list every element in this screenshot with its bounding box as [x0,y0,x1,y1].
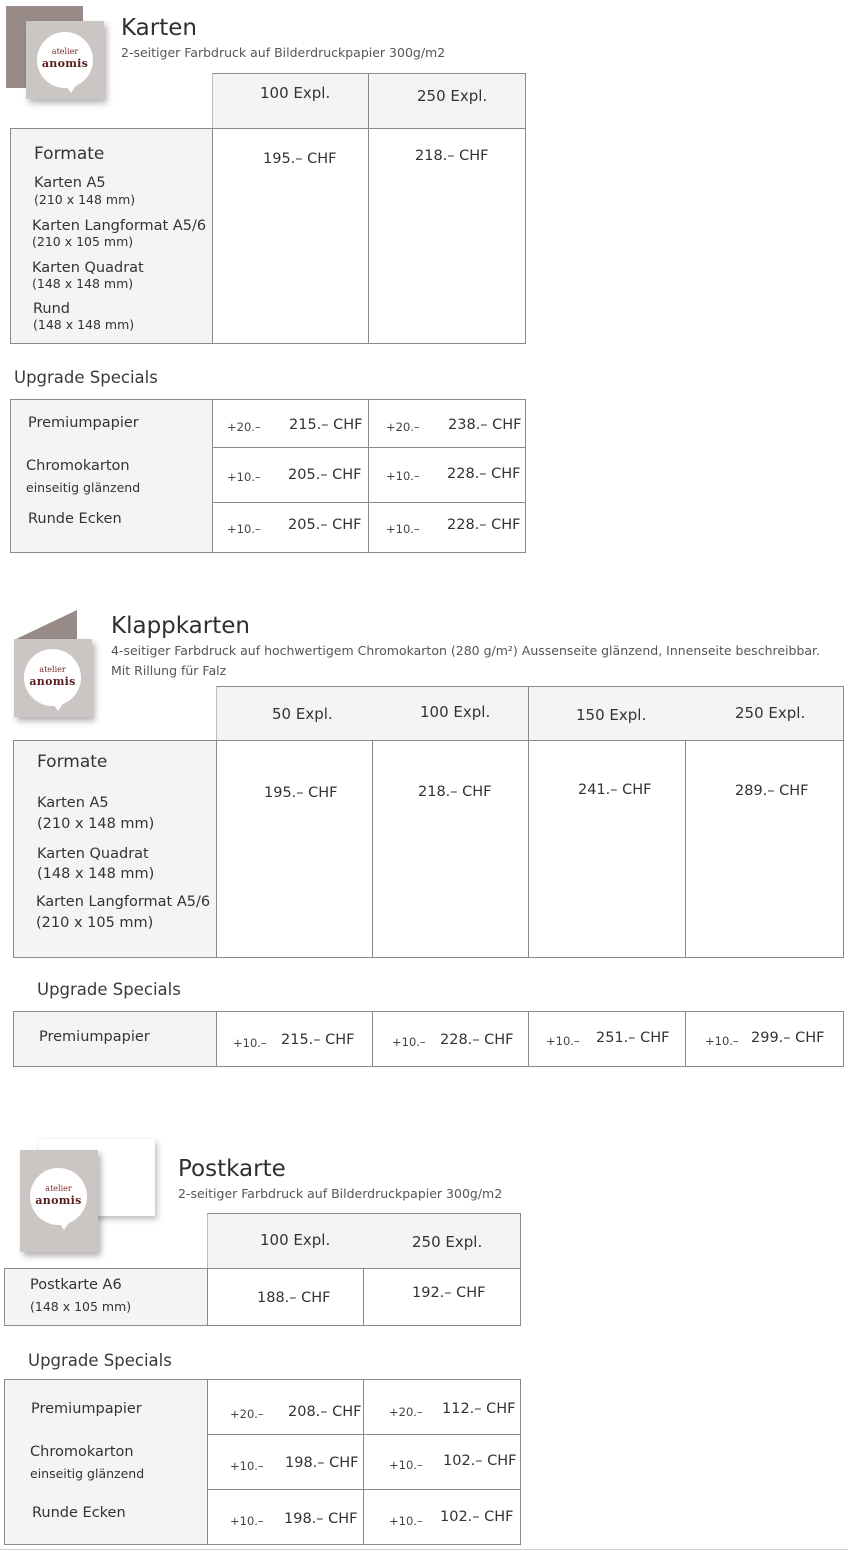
upgrade-price: 228.– CHF [440,1032,514,1048]
upgrade-name: Chromokarton [26,458,130,474]
col-header-label: 250 Expl. [412,1233,483,1251]
upgrade-name: Premiumpapier [39,1029,150,1045]
postkarte-upgrade-cell [207,1379,364,1435]
upgrade-price: 299.– CHF [751,1030,825,1046]
upgrade-price: 112.– CHF [442,1401,516,1417]
formats-heading: Formate [34,144,105,164]
upgrade-add: +20.– [386,420,420,434]
price: 195.– CHF [263,151,337,167]
col-header-label: 100 Expl. [260,84,331,102]
logo-card [14,639,92,717]
upgrade-name: Premiumpapier [28,415,139,431]
upgrade-price: 238.– CHF [448,417,522,433]
upgrade-add: +10.– [389,1458,423,1472]
upgrade-price: 198.– CHF [284,1511,358,1527]
format-size: (148 x 148 mm) [32,276,134,291]
postkarte-upgrade-cell [363,1379,521,1435]
upgrade-price: 228.– CHF [447,466,521,482]
postkarte-col-header-1 [207,1213,364,1269]
klappkarten-upgrade-cell [685,1011,844,1067]
karten-subtitle: 2-seitiger Farbdruck auf Bilderdruckpapier 300g/m2 [121,45,446,60]
upgrade-add: +10.– [705,1034,739,1048]
format-name: Karten Langformat A5/6 [36,894,211,910]
postkarte-upgrade-cell [363,1434,521,1490]
format-name: Rund [33,301,71,317]
karten-upgrade-cell [369,502,526,553]
postkarte-upgrade-row-premium [4,1379,208,1435]
karten-upgrade-row-chromo [10,447,213,503]
upgrade-name: Runde Ecken [32,1505,126,1521]
klappkarten-price-cell-2 [372,740,529,958]
logo-bubble [30,1168,87,1225]
karten-upgrade-cell [212,502,369,553]
karten-upgrade-label: Upgrade Specials [14,368,158,387]
logo-text-anomis: anomis [35,1194,82,1207]
format-size: (210 x 148 mm) [34,192,136,207]
karten-col-header-2 [369,73,526,129]
postkarte-upgrade-label: Upgrade Specials [28,1351,172,1370]
postkarte-price-cell-1 [207,1268,364,1326]
klappkarten-upgrade-label: Upgrade Specials [37,980,181,999]
format-size: (210 x 148 mm) [37,816,155,832]
logo-bubble-tail [52,702,64,711]
col-header-label: 150 Expl. [576,706,647,724]
klappkarten-upgrade-cell [372,1011,529,1067]
price: 289.– CHF [735,783,809,799]
upgrade-add: +10.– [227,522,261,536]
logo-bubble-tail [65,84,77,93]
col-header-label: 50 Expl. [272,705,333,723]
klappkarten-col-header-3 [529,686,686,741]
format-name: Karten A5 [37,795,109,811]
price: 188.– CHF [257,1290,331,1306]
upgrade-price: 228.– CHF [447,517,521,533]
col-header-label: 250 Expl. [735,704,806,722]
bottom-rule [0,1549,848,1550]
klappkarten-col-header-1 [216,686,373,741]
upgrade-sub: einseitig glänzend [30,1466,145,1481]
upgrade-add: +10.– [227,470,261,484]
upgrade-price: 215.– CHF [281,1032,355,1048]
col-header-label: 250 Expl. [417,87,488,105]
upgrade-price: 198.– CHF [285,1455,359,1471]
logo-bubble-tail [58,1221,70,1230]
upgrade-add: +10.– [546,1034,580,1048]
upgrade-add: +20.– [227,420,261,434]
price: 192.– CHF [412,1285,486,1301]
format-size: (148 x 105 mm) [30,1299,132,1314]
upgrade-add: +10.– [230,1459,264,1473]
format-name: Karten Langformat A5/6 [32,218,207,234]
postkarte-title: Postkarte [178,1156,286,1182]
upgrade-add: +20.– [230,1407,264,1421]
postkarte-price-cell-2 [363,1268,521,1326]
price: 241.– CHF [578,782,652,798]
klappkarten-upgrade-cell [216,1011,373,1067]
format-name: Karten Quadrat [37,846,149,862]
upgrade-add: +10.– [386,522,420,536]
logo-text-atelier: atelier [51,47,79,56]
karten-col-header-1 [212,73,369,129]
logo-text-anomis: anomis [29,675,76,688]
logo-bubble [37,32,93,88]
klappkarten-upgrade-cell [529,1011,686,1067]
format-size: (210 x 105 mm) [32,234,134,249]
logo-bubble [24,649,81,706]
format-name: Karten Quadrat [32,260,144,276]
klappkarten-col-header-2 [372,686,529,741]
upgrade-add: +10.– [389,1514,423,1528]
logo-text-atelier: atelier [45,1184,72,1193]
klappkarten-upgrade-row-premium [13,1011,217,1067]
upgrade-price: 251.– CHF [596,1030,670,1046]
upgrade-name: Runde Ecken [28,511,122,527]
formats-heading: Formate [37,752,108,772]
format-name: Karten A5 [34,175,106,191]
klappkarten-price-cell-1 [216,740,373,958]
klappkarten-subtitle-1: 4-seitiger Farbdruck auf hochwertigem Chromokarton (280 g/m²) Aussenseite glänzend, Innenseite beschreibbar. [111,643,821,658]
postkarte-upgrade-cell [207,1434,364,1490]
format-size: (148 x 148 mm) [37,866,155,882]
upgrade-add: +10.– [392,1035,426,1049]
upgrade-add: +20.– [389,1405,423,1419]
format-size: (210 x 105 mm) [36,915,154,931]
postkarte-format-cell [4,1268,208,1326]
klappkarten-col-header-4 [685,686,844,741]
upgrade-price: 102.– CHF [443,1453,517,1469]
postkarte-upgrade-row-ecken [4,1489,208,1545]
postkarte-upgrade-cell [207,1489,364,1545]
karten-formats-cell [10,128,213,344]
karten-price-cell-2 [369,128,526,344]
klappkarten-title: Klappkarten [111,613,250,639]
karten-upgrade-row-ecken [10,502,213,553]
logo-text-anomis: anomis [41,57,89,70]
upgrade-add: +10.– [233,1036,267,1050]
karten-upgrade-cell [212,447,369,503]
price: 218.– CHF [418,784,492,800]
karten-upgrade-cell [212,399,369,448]
karten-title: Karten [121,15,197,41]
upgrade-price: 205.– CHF [288,467,362,483]
karten-upgrade-row-premium [10,399,213,448]
karten-upgrade-cell [369,399,526,448]
col-header-label: 100 Expl. [420,703,491,721]
upgrade-add: +10.– [386,469,420,483]
upgrade-name: Chromokarton [30,1444,134,1460]
upgrade-price: 102.– CHF [440,1509,514,1525]
format-size: (148 x 148 mm) [33,317,135,332]
upgrade-price: 215.– CHF [289,417,363,433]
upgrade-price: 208.– CHF [288,1404,362,1420]
upgrade-add: +10.– [230,1514,264,1528]
karten-price-cell-1 [212,128,369,344]
klappkarten-price-cell-4 [685,740,844,958]
upgrade-price: 205.– CHF [288,517,362,533]
format-name: Postkarte A6 [30,1277,122,1293]
postkarte-subtitle: 2-seitiger Farbdruck auf Bilderdruckpapier 300g/m2 [178,1186,503,1201]
karten-upgrade-cell [369,447,526,503]
postkarte-upgrade-cell [363,1489,521,1545]
price: 195.– CHF [264,785,338,801]
upgrade-sub: einseitig glänzend [26,480,141,495]
price: 218.– CHF [415,148,489,164]
postkarte-col-header-2 [363,1213,521,1269]
logo-text-atelier: atelier [39,665,66,674]
upgrade-name: Premiumpapier [31,1401,142,1417]
klappkarten-subtitle-2: Mit Rillung für Falz [111,663,227,678]
postkarte-upgrade-row-chromo [4,1434,208,1490]
logo-card [20,1150,98,1252]
klappkarten-formats-cell [13,740,217,958]
logo-card [26,21,104,99]
klappkarten-price-cell-3 [529,740,686,958]
col-header-label: 100 Expl. [260,1231,331,1249]
